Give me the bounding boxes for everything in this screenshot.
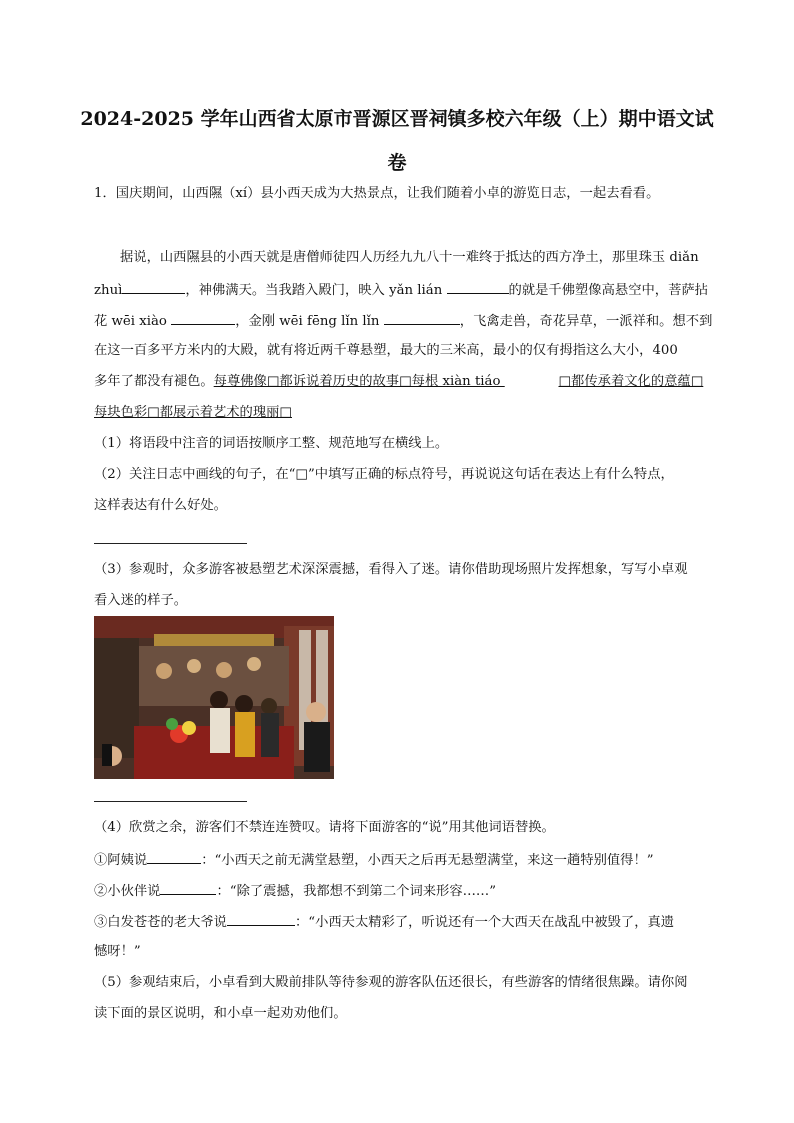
temple-crowd-photo-drawing xyxy=(94,616,334,779)
passage-text: ，飞禽走兽，奇花异草，一派祥和。想不到 xyxy=(459,314,713,329)
answer-line-2[interactable] xyxy=(94,543,247,544)
pinyin-zhui: zhuì xyxy=(94,283,123,298)
underlined-sentence: 每块色彩□都展示着艺术的瑰丽□ xyxy=(94,405,292,420)
quote-text: ：“除了震撼，我都想不到第二个词来形容……” xyxy=(216,884,497,899)
passage-line-3 xyxy=(94,310,718,332)
passage-line-6 xyxy=(94,403,718,423)
sub-question-4: （4）欣赏之余，游客们不禁连连赞叹。请将下面游客的“说”用其他词语替换。 xyxy=(94,820,555,835)
sub-question-4-3-cont: 憾呀！” xyxy=(94,944,141,959)
exam-title-line1: 2024-2025 学年山西省太原市晋源区晋祠镇多校六年级（上）期中语文试 xyxy=(80,108,714,130)
exam-title xyxy=(60,97,734,185)
sub-question-1: （1）将语段中注音的词语按顺序工整、规范地写在横线上。 xyxy=(94,436,449,451)
answer-blank-xiantiao[interactable] xyxy=(500,372,558,392)
answer-blank-auntie[interactable] xyxy=(147,849,201,864)
quote-text: ：“小西天太精彩了，听说还有一个大西天在战乱中被毁了，真遗 xyxy=(294,915,675,930)
underlined-sentence: 每尊佛像□都诉说着历史的故事□每根 xiàn tiáo xyxy=(213,374,501,389)
quote-text: ：“小西天之前无满堂悬塑，小西天之后再无悬塑满堂，来这一趟特别值得！” xyxy=(201,853,654,868)
sub-question-4-1 xyxy=(94,849,718,871)
answer-blank-yanlian[interactable] xyxy=(447,279,509,294)
passage-line-1: 据说，山西隰县的小西天就是唐僧师徒四人历经九九八十一难终于抵达的西方净土，那里珠玉 diǎn xyxy=(120,250,699,265)
sub-question-2: （2）关注日志中画线的句子，在“□”中填写正确的标点符号，再说说这句话在表达上有什么特点， xyxy=(94,467,674,482)
passage-text: ，神佛满天。当我踏入殿门，映入 yǎn lián xyxy=(185,283,443,298)
pinyin-weixiao: 花 wēi xiào xyxy=(94,314,167,329)
sub-question-5-cont: 读下面的景区说明，和小卓一起劝劝他们。 xyxy=(94,1006,347,1021)
passage-text: 多年了都没有褪色。 xyxy=(94,374,214,389)
answer-blank-weifenglinlin[interactable] xyxy=(384,310,460,325)
sub-question-2-cont: 这样表达有什么好处。 xyxy=(94,498,227,513)
sub-question-3-cont: 看入迷的样子。 xyxy=(94,593,188,608)
underlined-sentence: □都传承着文化的意蕴□ xyxy=(558,374,704,389)
passage-line-4: 在这一百多平方米内的大殿，就有将近两千尊悬塑，最大的三米高，最小的仅有拇指这么大小，400 xyxy=(94,343,678,358)
question-1-intro: 1．国庆期间，山西隰（xí）县小西天成为大热景点，让我们随着小卓的游览日志，一起去看看。 xyxy=(94,186,660,201)
pinyin-weifenglinlin: ，金刚 wēi fēng lǐn lǐn xyxy=(235,314,380,329)
answer-blank-weixiao[interactable] xyxy=(171,310,235,325)
sub-question-4-2 xyxy=(94,880,718,902)
exam-title-line2: 卷 xyxy=(387,152,407,174)
answer-line-3[interactable] xyxy=(94,801,247,802)
passage-line-5 xyxy=(94,372,718,392)
sub-question-3: （3）参观时，众多游客被悬塑艺术深深震撼，看得入了迷。请你借助现场照片发挥想象，写写小卓观 xyxy=(94,562,688,577)
speaker-grandpa: ③白发苍苍的老大爷说 xyxy=(94,915,227,930)
sub-question-5: （5）参观结束后，小卓看到大殿前排队等待参观的游客队伍还很长，有些游客的情绪很焦躁。请你阅 xyxy=(94,975,688,990)
answer-blank-friend[interactable] xyxy=(160,880,216,895)
passage-text: 的就是千佛塑像高悬空中，菩萨拈 xyxy=(508,283,708,298)
sub-question-4-3 xyxy=(94,911,718,933)
answer-blank-dianzhui[interactable] xyxy=(122,279,185,294)
speaker-friend: ②小伙伴说 xyxy=(94,884,161,899)
temple-crowd-photo xyxy=(94,616,334,779)
answer-blank-grandpa[interactable] xyxy=(227,911,295,926)
passage-line-2 xyxy=(94,279,718,301)
speaker-auntie: ①阿姨说 xyxy=(94,853,148,868)
